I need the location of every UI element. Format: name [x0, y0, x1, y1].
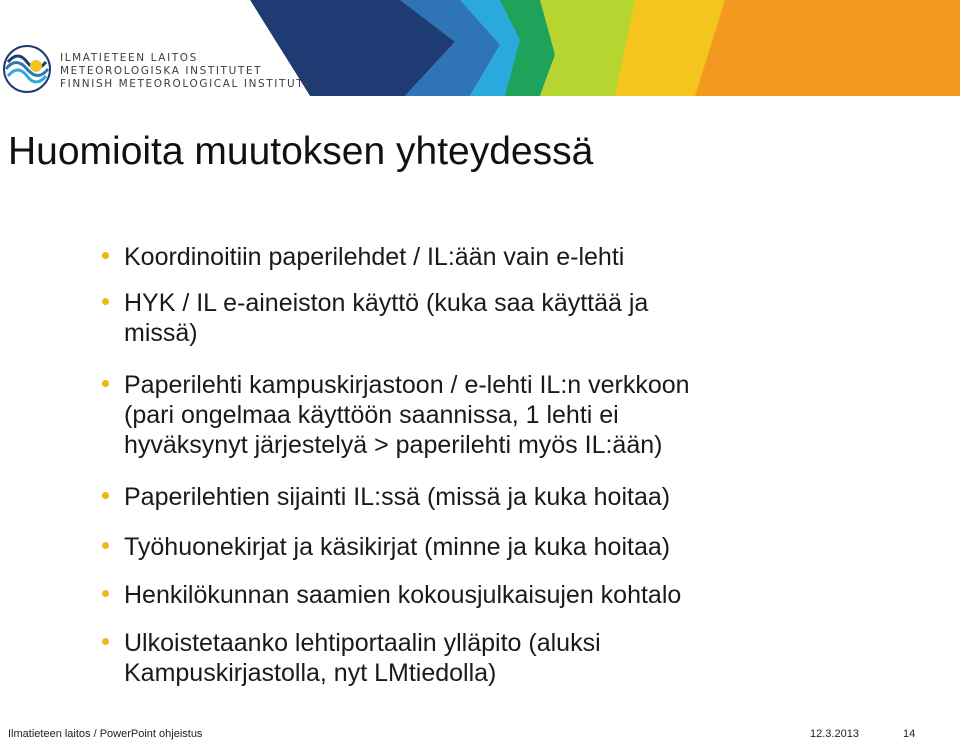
footer-text: Ilmatieteen laitos / PowerPoint ohjeistus [8, 728, 203, 740]
bullet-line: hyväksynyt järjestelyä > paperilehti myös IL:ään) [124, 431, 663, 459]
bullet-line: Paperilehtien sijainti IL:ssä (missä ja kuka hoitaa) [124, 483, 671, 511]
bullet-line: HYK / IL e-aineiston käyttö (kuka saa käyttää ja [124, 289, 649, 317]
bullet-text [124, 580, 884, 610]
bullet-text [124, 628, 884, 688]
org-name-line-en: FINNISH METEOROLOGICAL INSTITUTE [60, 78, 313, 90]
bullet-dot-icon [102, 380, 109, 387]
bullet-dot-icon [102, 252, 109, 259]
bullet-line: Työhuonekirjat ja käsikirjat (minne ja kuka hoitaa) [124, 533, 671, 561]
bullet-line: Kampuskirjastolla, nyt LMtiedolla) [124, 659, 497, 687]
bullet-dot-icon [102, 590, 109, 597]
bullet-dot-icon [102, 492, 109, 499]
slide-footer [0, 726, 960, 743]
bullet-line: Henkilökunnan saamien kokousjulkaisujen kohtalo [124, 581, 682, 609]
fmi-logo-icon [2, 44, 52, 94]
bullet-dot-icon [102, 638, 109, 645]
bullet-dot-icon [102, 542, 109, 549]
band-orange [695, 0, 960, 96]
bullet-line: (pari ongelmaa käyttöön saannissa, 1 lehti ei [124, 401, 619, 429]
bullet-line: Ulkoistetaanko lehtiportaalin ylläpito (aluksi [124, 629, 601, 657]
bullet-text [124, 482, 884, 512]
bullet-text [124, 242, 884, 272]
bullet-line: Koordinoitiin paperilehdet / IL:ään vain e-lehti [124, 243, 625, 271]
organization-name [60, 52, 313, 91]
org-name-line-sv: METEOROLOGISKA INSTITUTET [60, 65, 263, 77]
org-name-line-fi: ILMATIETEEN LAITOS [60, 52, 198, 64]
slide-title: Huomioita muutoksen yhteydessä [8, 130, 594, 173]
bullet-text [124, 288, 884, 348]
page-number: 14 [903, 728, 916, 740]
bullet-text [124, 532, 884, 562]
bullet-line: missä) [124, 319, 198, 347]
slide-header [0, 0, 960, 96]
bullet-text [124, 370, 884, 460]
bullet-line: Paperilehti kampuskirjastoon / e-lehti IL:n verkkoon [124, 371, 690, 399]
bullet-dot-icon [102, 298, 109, 305]
footer-date: 12.3.2013 [810, 728, 859, 740]
